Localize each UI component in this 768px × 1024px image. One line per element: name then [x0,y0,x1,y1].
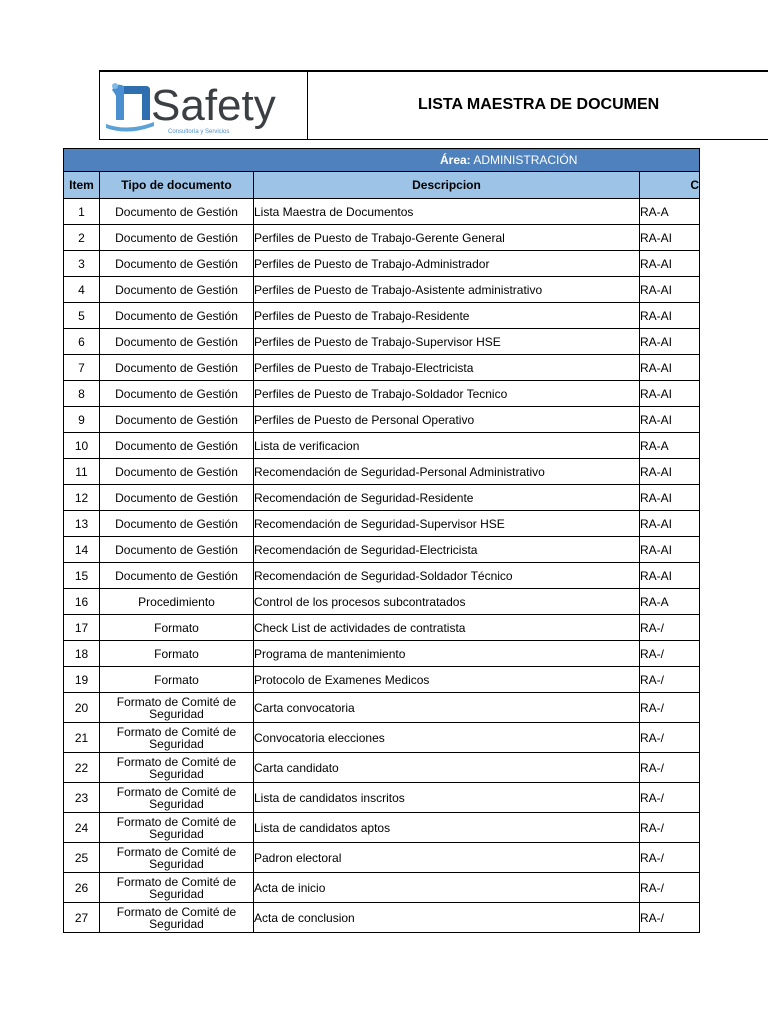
table-row [64,485,700,511]
table-row [64,723,700,753]
tipo-cell: Documento de Gestión [100,537,254,563]
descripcion-cell: Perfiles de Puesto de Trabajo-Supervisor HSE [254,329,640,355]
codigo-cell: RA-AI [640,485,700,511]
descripcion-cell: Protocolo de Examenes Medicos [254,667,640,693]
column-header-codigo: C [640,172,700,199]
item-cell: 12 [64,485,100,511]
table-row [64,329,700,355]
item-cell: 17 [64,615,100,641]
codigo-cell: RA-/ [640,667,700,693]
table-row [64,843,700,873]
tipo-cell: Documento de Gestión [100,433,254,459]
document-title: LISTA MAESTRA DE DOCUMEN [418,96,660,113]
codigo-cell: RA-/ [640,873,700,903]
item-cell: 19 [64,667,100,693]
descripcion-cell: Recomendación de Seguridad-Residente [254,485,640,511]
table-row [64,277,700,303]
descripcion-cell: Lista de candidatos inscritos [254,783,640,813]
column-header-item: Item [64,172,100,199]
item-cell: 6 [64,329,100,355]
tipo-cell: Documento de Gestión [100,407,254,433]
descripcion-cell: Recomendación de Seguridad-Personal Administrativo [254,459,640,485]
document-header [99,70,768,140]
codigo-cell: RA-AI [640,251,700,277]
descripcion-cell: Perfiles de Puesto de Trabajo-Gerente General [254,225,640,251]
item-cell: 2 [64,225,100,251]
tipo-cell: Formato [100,667,254,693]
descripcion-cell: Padron electoral [254,843,640,873]
table-row [64,753,700,783]
tipo-cell: Formato de Comité de Seguridad [100,813,254,843]
tipo-cell: Documento de Gestión [100,199,254,225]
tipo-cell: Documento de Gestión [100,485,254,511]
descripcion-cell: Recomendación de Seguridad-Electricista [254,537,640,563]
safety-logo-icon [102,76,158,136]
table-row [64,641,700,667]
table-row [64,511,700,537]
table-row [64,667,700,693]
area-value: ADMINISTRACIÓN [473,153,578,167]
descripcion-cell: Carta convocatoria [254,693,640,723]
item-cell: 7 [64,355,100,381]
codigo-cell: RA-AI [640,563,700,589]
item-cell: 18 [64,641,100,667]
descripcion-cell: Perfiles de Puesto de Trabajo-Residente [254,303,640,329]
tipo-cell: Documento de Gestión [100,381,254,407]
item-cell: 9 [64,407,100,433]
descripcion-cell: Check List de actividades de contratista [254,615,640,641]
item-cell: 15 [64,563,100,589]
descripcion-cell: Recomendación de Seguridad-Supervisor HSE [254,511,640,537]
tipo-cell: Documento de Gestión [100,329,254,355]
item-cell: 16 [64,589,100,615]
tipo-cell: Documento de Gestión [100,511,254,537]
codigo-cell: RA-A [640,589,700,615]
logo [100,72,308,139]
codigo-cell: RA-AI [640,303,700,329]
descripcion-cell: Convocatoria elecciones [254,723,640,753]
codigo-cell: RA-/ [640,903,700,933]
item-cell: 23 [64,783,100,813]
tipo-cell: Formato de Comité de Seguridad [100,693,254,723]
codigo-cell: RA-/ [640,723,700,753]
item-cell: 25 [64,843,100,873]
table-row [64,381,700,407]
tipo-cell: Formato de Comité de Seguridad [100,843,254,873]
table-row [64,693,700,723]
table-row [64,615,700,641]
item-cell: 26 [64,873,100,903]
table-row [64,589,700,615]
tipo-cell: Documento de Gestión [100,277,254,303]
item-cell: 13 [64,511,100,537]
codigo-cell: RA-AI [640,277,700,303]
tipo-cell: Documento de Gestión [100,303,254,329]
codigo-cell: RA-AI [640,225,700,251]
descripcion-cell: Carta candidato [254,753,640,783]
codigo-cell: RA-/ [640,843,700,873]
tipo-cell: Documento de Gestión [100,459,254,485]
descripcion-cell: Acta de conclusion [254,903,640,933]
descripcion-cell: Perfiles de Puesto de Trabajo-Electricista [254,355,640,381]
logo-tagline: Consultoría y Servicios [168,129,230,135]
item-cell: 21 [64,723,100,753]
codigo-cell: RA-A [640,199,700,225]
codigo-cell: RA-A [640,433,700,459]
document-list-table [63,148,700,933]
codigo-cell: RA-AI [640,355,700,381]
table-row [64,813,700,843]
descripcion-cell: Programa de mantenimiento [254,641,640,667]
descripcion-cell: Recomendación de Seguridad-Soldador Técnico [254,563,640,589]
codigo-cell: RA-AI [640,459,700,485]
tipo-cell: Documento de Gestión [100,355,254,381]
tipo-cell: Documento de Gestión [100,563,254,589]
table-row [64,433,700,459]
codigo-cell: RA-AI [640,537,700,563]
item-cell: 27 [64,903,100,933]
descripcion-cell: Lista de candidatos aptos [254,813,640,843]
codigo-cell: RA-AI [640,381,700,407]
descripcion-cell: Perfiles de Puesto de Personal Operativo [254,407,640,433]
codigo-cell: RA-/ [640,783,700,813]
descripcion-cell: Lista de verificacion [254,433,640,459]
item-cell: 24 [64,813,100,843]
item-cell: 4 [64,277,100,303]
codigo-cell: RA-AI [640,329,700,355]
codigo-cell: RA-/ [640,641,700,667]
table-row [64,225,700,251]
column-header-descripcion: Descripcion [254,172,640,199]
area-row [64,149,700,172]
table-row [64,251,700,277]
table-row [64,355,700,381]
descripcion-cell: Perfiles de Puesto de Trabajo-Soldador Tecnico [254,381,640,407]
tipo-cell: Documento de Gestión [100,225,254,251]
item-cell: 10 [64,433,100,459]
codigo-cell: RA-/ [640,753,700,783]
table-body [64,199,700,933]
tipo-cell: Formato de Comité de Seguridad [100,783,254,813]
column-header-tipo: Tipo de documento [100,172,254,199]
table-row [64,783,700,813]
item-cell: 8 [64,381,100,407]
tipo-cell: Formato [100,641,254,667]
tipo-cell: Formato de Comité de Seguridad [100,903,254,933]
tipo-cell: Procedimiento [100,589,254,615]
codigo-cell: RA-/ [640,615,700,641]
table-row [64,873,700,903]
descripcion-cell: Control de los procesos subcontratados [254,589,640,615]
table-row [64,407,700,433]
area-label: Área: [440,153,471,167]
descripcion-cell: Perfiles de Puesto de Trabajo-Asistente administrativo [254,277,640,303]
tipo-cell: Formato [100,615,254,641]
codigo-cell: RA-AI [640,407,700,433]
table-row [64,903,700,933]
tipo-cell: Documento de Gestión [100,251,254,277]
descripcion-cell: Perfiles de Puesto de Trabajo-Administrador [254,251,640,277]
descripcion-cell: Lista Maestra de Documentos [254,199,640,225]
tipo-cell: Formato de Comité de Seguridad [100,723,254,753]
table-row [64,303,700,329]
codigo-cell: RA-/ [640,813,700,843]
table-row [64,199,700,225]
item-cell: 1 [64,199,100,225]
tipo-cell: Formato de Comité de Seguridad [100,873,254,903]
item-cell: 3 [64,251,100,277]
tipo-cell: Formato de Comité de Seguridad [100,753,254,783]
table-row [64,563,700,589]
table-row [64,537,700,563]
codigo-cell: RA-AI [640,511,700,537]
column-header-row [64,172,700,199]
item-cell: 20 [64,693,100,723]
table-row [64,459,700,485]
codigo-cell: RA-/ [640,693,700,723]
item-cell: 5 [64,303,100,329]
descripcion-cell: Acta de inicio [254,873,640,903]
item-cell: 22 [64,753,100,783]
area-cell [64,149,700,172]
item-cell: 14 [64,537,100,563]
logo-text: Safety [151,81,276,130]
item-cell: 11 [64,459,100,485]
